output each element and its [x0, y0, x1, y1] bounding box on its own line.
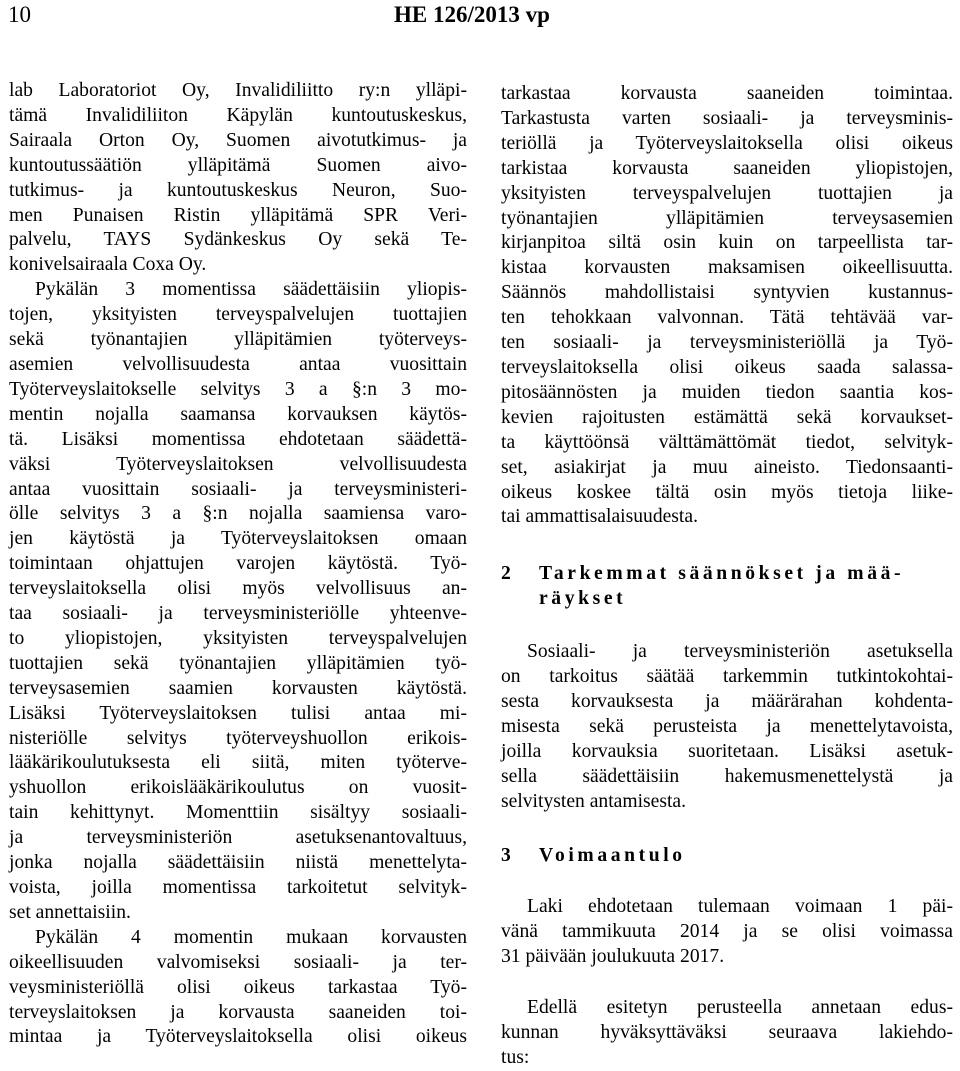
text-line: pitosäännösten ja muiden tiedon saantia kos- [501, 381, 953, 403]
text-line: on tarkoitus säätää tarkemmin tutkintokohtai- [501, 666, 953, 688]
right-paragraph-1 [501, 82, 953, 530]
text-line: yshuollon erikoislääkärikoulutus on vuosit- [9, 777, 467, 799]
document-id: HE 126/2013 vp [394, 2, 550, 27]
text-line: terveyslaitoksella olisi myös velvollisuus an- [9, 578, 467, 600]
text-line: työnantajien ylläpitämien terveysasemien [501, 207, 953, 229]
text-line: tojen, yksityisten terveyspalvelujen tuottajien [9, 304, 467, 326]
text-line: veysministeriöllä olisi oikeus tarkastaa Työ- [9, 976, 467, 998]
text-line: vänä tammikuuta 2014 ja se olisi voimassa [501, 921, 953, 943]
text-line: tain kehittynyt. Momenttiin sisältyy sosiaali- [9, 802, 467, 824]
text-line: Edellä esitetyn perusteella annetaan edus- [527, 997, 953, 1019]
text-line: ja terveysministeriön asetuksenantovaltuus, [9, 827, 467, 849]
text-line: palvelu, TAYS Sydänkeskus Oy sekä Te- [9, 229, 467, 251]
text-line: Pykälän 4 momentin mukaan korvausten [35, 926, 467, 948]
text-line: joilla korvauksia suoritetaan. Lisäksi asetuk- [501, 740, 953, 762]
text-line: tuottajien sekä työnantajien ylläpitämien työ- [9, 652, 467, 674]
text-line: ta käyttöönsä välttämättömät tiedot, selvityk- [501, 431, 953, 453]
text-line: toimintaan ohjattujen varojen käytöstä. Työ- [9, 553, 467, 575]
text-line: 31 päivään joulukuuta 2017. [501, 946, 725, 968]
text-line: lab Laboratoriot Oy, Invalidiliitto ry:n ylläpi- [9, 80, 467, 101]
text-line: konivelsairaala Coxa Oy. [9, 254, 207, 276]
left-paragraph-1 [9, 79, 467, 278]
text-line: to yliopistojen, yksityisten terveyspalvelujen [9, 627, 467, 649]
text-line: tus: [501, 1046, 530, 1068]
text-line: Säännös mahdollistaisi syntyvien kustannus- [501, 282, 953, 304]
text-line: misesta sekä perusteista ja menettelytavoista, [501, 715, 953, 737]
right-paragraph-3 [501, 895, 953, 970]
left-paragraph-3 [9, 926, 467, 1051]
text-line: ten sosiaali- ja terveysministeriöllä ja Työ- [501, 332, 953, 354]
section-number-2: 2 [501, 563, 511, 585]
text-line: tarkistaa korvausta saaneiden yliopistojen, [501, 157, 953, 179]
left-paragraph-2 [9, 278, 467, 926]
text-line: tarkastaa korvausta saaneiden toimintaa. [501, 83, 953, 104]
text-line: Tarkastusta varten sosiaali- ja terveysminis- [501, 107, 953, 129]
text-line: kirjanpitoa siltä osin kuin on tarpeellista tar- [501, 232, 953, 254]
text-line: kunnan hyväksyttäväksi seuraava lakiehdo- [501, 1022, 953, 1043]
text-line: nisteriölle selvitys työterveyshuollon erikois- [9, 727, 467, 749]
text-line: Laki ehdotetaan tulemaan voimaan 1 päi- [527, 896, 953, 918]
text-line: väksi Työterveyslaitoksen velvollisuudesta [9, 453, 467, 475]
text-line: Lisäksi Työterveyslaitoksen tulisi antaa mi- [9, 702, 467, 724]
section-heading-2 [501, 562, 953, 612]
text-line: voista, joilla momentissa tarkoitetut selvityk- [9, 877, 467, 898]
text-line: sesta korvauksesta ja määrärahan kohdenta- [501, 690, 953, 712]
text-line: asemien velvollisuudesta antaa vuosittain [9, 353, 467, 375]
right-paragraph-4 [501, 996, 953, 1071]
text-line: terveyslaitoksella olisi oikeus saada salassa- [501, 356, 953, 378]
section-title-2-line-1: Tarkemmat säännökset ja mää- [539, 563, 905, 585]
text-line: mentin nojalla saamansa korvauksen käytös- [9, 403, 467, 425]
text-line: terveyslaitoksen ja korvausta saaneiden toi- [9, 1001, 467, 1023]
section-title-2-line-2: räykset [539, 588, 627, 610]
page-header [0, 0, 960, 34]
text-line: tämä Invalidiliiton Käpylän kuntoutuskeskus, [9, 104, 467, 126]
text-line: Pykälän 3 momentissa säädettäisiin yliopis- [35, 279, 467, 301]
text-line: kevien rajoitusten estämättä sekä korvaukset- [501, 406, 953, 428]
text-line: ten tehokkaan valvonnan. Tätä tehtävää var- [501, 307, 953, 329]
text-line: ölle selvitys 3 a §:n nojalla saamiensa varo- [9, 503, 467, 525]
text-line: Työterveyslaitokselle selvitys 3 a §:n 3 mo- [9, 378, 467, 400]
text-line: kistaa korvausten maksamisen oikeellisuutta. [501, 257, 953, 279]
page-number: 10 [8, 2, 31, 27]
text-line: Sosiaali- ja terveysministeriön asetuksella [527, 641, 953, 663]
right-column [501, 82, 953, 1071]
text-line: selvitysten antamisesta. [501, 790, 687, 812]
text-line: tutkimus- ja kuntoutuskeskus Neuron, Suo- [9, 179, 467, 201]
section-number-3: 3 [501, 845, 511, 867]
section-heading-3 [501, 844, 953, 869]
text-line: jen käytöstä ja Työterveyslaitoksen omaan [9, 528, 467, 550]
text-line: terveysasemien saamien korvausten käytöstä. [9, 677, 467, 699]
text-line: sella säädettäisiin hakemusmenettelystä ja [501, 765, 953, 787]
section-title-3: Voimaantulo [539, 845, 686, 867]
right-paragraph-2 [501, 640, 953, 814]
text-line: set, asiakirjat ja muu aineisto. Tiedonsaanti- [501, 456, 953, 478]
text-line: tä. Lisäksi momentissa ehdotetaan säädettä- [9, 428, 467, 450]
text-line: tai ammattisalaisuudesta. [501, 506, 698, 528]
left-column [9, 79, 467, 1050]
text-line: taa sosiaali- ja terveysministeriölle yhteenve- [9, 603, 467, 625]
text-line: oikeellisuuden valvomiseksi sosiaali- ja ter- [9, 951, 467, 973]
text-line: sekä työnantajien ylläpitämien työterveys- [9, 329, 467, 351]
text-line: jonka nojalla säädettäisiin niistä menettelyta- [9, 852, 467, 874]
text-line: lääkärikoulutuksesta eli siitä, miten työterve- [9, 752, 467, 774]
text-line: kuntoutussäätiön ylläpitämä Suomen aivo- [9, 154, 467, 176]
text-line: teriöllä ja Työterveyslaitoksella olisi oikeus [501, 132, 953, 154]
text-line: men Punaisen Ristin ylläpitämä SPR Veri- [9, 204, 467, 226]
text-line: yksityisten terveyspalvelujen tuottajien ja [501, 182, 953, 204]
text-line: oikeus koskee tältä osin myös tietoja liike- [501, 481, 953, 503]
text-line: Sairaala Orton Oy, Suomen aivotutkimus- ja [9, 129, 467, 151]
text-line: antaa vuosittain sosiaali- ja terveysministeri- [9, 478, 467, 500]
text-line: set annettaisiin. [9, 901, 131, 923]
text-line: mintaa ja Työterveyslaitoksella olisi oikeus [9, 1026, 467, 1048]
